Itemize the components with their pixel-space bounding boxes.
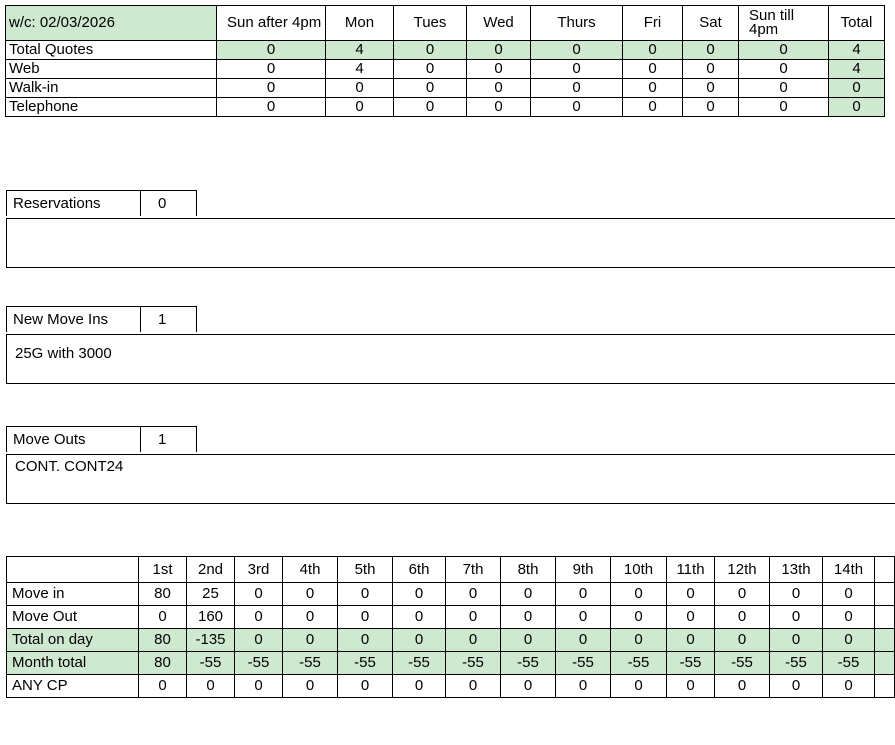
cell: -55: [715, 652, 770, 675]
monthly-header-row: [7, 557, 895, 583]
cell: 0: [623, 60, 683, 79]
row-telephone: [6, 98, 885, 117]
cell: 0: [715, 606, 770, 629]
cell: 0: [531, 41, 623, 60]
cell: 0: [446, 606, 501, 629]
overflow-cell: [875, 652, 895, 675]
cell: -55: [823, 652, 875, 675]
day-header: 2nd: [187, 557, 235, 583]
cell: 0: [770, 583, 823, 606]
cell: 0: [326, 98, 394, 117]
cell: 0: [446, 629, 501, 652]
row-walk-in: [6, 79, 885, 98]
cell: 0: [235, 583, 283, 606]
cell: -55: [235, 652, 283, 675]
day-header: 10th: [611, 557, 667, 583]
day-header: 9th: [556, 557, 611, 583]
cell: 0: [683, 98, 739, 117]
cell: 0: [715, 583, 770, 606]
weekly-quotes-table: [5, 5, 885, 117]
cell: 0: [467, 41, 531, 60]
cell: 0: [338, 675, 393, 698]
col-thurs: Thurs: [531, 6, 623, 41]
col-wed: Wed: [467, 6, 531, 41]
cell: 0: [683, 60, 739, 79]
cell: 0: [338, 606, 393, 629]
reservations-count: 0: [141, 190, 197, 216]
new-move-ins-notes: 25G with 3000: [6, 334, 895, 384]
cell: 0: [235, 629, 283, 652]
cell: 0: [823, 606, 875, 629]
cell: 0: [394, 79, 467, 98]
cell: 0: [739, 98, 829, 117]
overflow-cell: [875, 583, 895, 606]
cell: 0: [611, 583, 667, 606]
cell: 80: [139, 629, 187, 652]
row-label: Total Quotes: [6, 41, 217, 60]
cell: 4: [326, 60, 394, 79]
cell: -55: [338, 652, 393, 675]
total-cell: 4: [829, 60, 885, 79]
row-move-out: [7, 606, 895, 629]
cell: -55: [770, 652, 823, 675]
cell: 0: [556, 629, 611, 652]
row-label: Web: [6, 60, 217, 79]
day-header: 3rd: [235, 557, 283, 583]
cell: 0: [283, 583, 338, 606]
cell: 0: [623, 41, 683, 60]
weekly-header-row: [6, 6, 885, 41]
move-outs-notes: CONT. CONT24: [6, 454, 895, 504]
cell: 0: [393, 606, 446, 629]
cell: -55: [446, 652, 501, 675]
row-label: ANY CP: [7, 675, 139, 698]
cell: 0: [467, 98, 531, 117]
overflow-cell: [875, 675, 895, 698]
cell: 0: [467, 79, 531, 98]
cell: 0: [235, 675, 283, 698]
row-total-quotes: [6, 41, 885, 60]
cell: 0: [823, 629, 875, 652]
cell: 0: [139, 606, 187, 629]
day-header: 1st: [139, 557, 187, 583]
cell: 0: [394, 98, 467, 117]
cell: 0: [217, 98, 326, 117]
day-header: 11th: [667, 557, 715, 583]
cell: 0: [715, 675, 770, 698]
day-header: 4th: [283, 557, 338, 583]
row-label: Telephone: [6, 98, 217, 117]
move-outs-count: 1: [141, 426, 197, 452]
cell: -55: [667, 652, 715, 675]
row-web: [6, 60, 885, 79]
col-sun-till-4pm: Sun till 4pm: [739, 6, 829, 41]
move-outs-label: Move Outs: [6, 426, 141, 452]
cell: 0: [394, 60, 467, 79]
cell: 160: [187, 606, 235, 629]
cell: 0: [770, 629, 823, 652]
col-mon: Mon: [326, 6, 394, 41]
cell: 4: [326, 41, 394, 60]
total-cell: 0: [829, 79, 885, 98]
row-label: Move Out: [7, 606, 139, 629]
col-sat: Sat: [683, 6, 739, 41]
cell: 0: [531, 79, 623, 98]
cell: 0: [283, 606, 338, 629]
cell: -55: [501, 652, 556, 675]
col-sun-after-4pm: Sun after 4pm: [217, 6, 326, 41]
cell: 0: [739, 41, 829, 60]
cell: 0: [667, 583, 715, 606]
day-header: 13th: [770, 557, 823, 583]
reservations-label: Reservations: [6, 190, 141, 216]
cell: 25: [187, 583, 235, 606]
row-move-in: [7, 583, 895, 606]
move-outs-section: [6, 426, 895, 504]
cell: 0: [623, 79, 683, 98]
cell: 0: [446, 583, 501, 606]
cell: 0: [326, 79, 394, 98]
cell: 0: [556, 583, 611, 606]
col-tues: Tues: [394, 6, 467, 41]
cell: -55: [187, 652, 235, 675]
row-label: Month total: [7, 652, 139, 675]
day-header: 6th: [393, 557, 446, 583]
cell: 0: [823, 675, 875, 698]
overflow-cell: [875, 606, 895, 629]
cell: 0: [715, 629, 770, 652]
cell: 80: [139, 583, 187, 606]
overflow-cell: [875, 629, 895, 652]
row-label: Walk-in: [6, 79, 217, 98]
day-header: 14th: [823, 557, 875, 583]
row-total-on-day: [7, 629, 895, 652]
new-move-ins-label: New Move Ins: [6, 306, 141, 332]
overflow-cell: [875, 557, 895, 583]
cell: 0: [338, 629, 393, 652]
row-any-cp: [7, 675, 895, 698]
day-header: 7th: [446, 557, 501, 583]
cell: 0: [501, 629, 556, 652]
cell: 0: [501, 583, 556, 606]
week-commencing-label: w/c: 02/03/2026: [6, 6, 217, 41]
cell: 0: [338, 583, 393, 606]
col-total: Total: [829, 6, 885, 41]
cell: 0: [770, 606, 823, 629]
cell: 0: [217, 41, 326, 60]
cell: 0: [139, 675, 187, 698]
row-label: Move in: [7, 583, 139, 606]
cell: 80: [139, 652, 187, 675]
cell: 0: [235, 606, 283, 629]
day-header: 5th: [338, 557, 393, 583]
cell: 0: [611, 629, 667, 652]
cell: -55: [611, 652, 667, 675]
cell: 0: [667, 675, 715, 698]
new-move-ins-section: [6, 306, 895, 384]
cell: 0: [739, 79, 829, 98]
cell: 0: [217, 79, 326, 98]
cell: 0: [467, 60, 531, 79]
cell: -55: [556, 652, 611, 675]
day-header: 12th: [715, 557, 770, 583]
cell: -55: [283, 652, 338, 675]
cell: 0: [217, 60, 326, 79]
cell: 0: [393, 583, 446, 606]
cell: -55: [393, 652, 446, 675]
cell: 0: [501, 675, 556, 698]
new-move-ins-count: 1: [141, 306, 197, 332]
cell: 0: [683, 79, 739, 98]
cell: 0: [556, 675, 611, 698]
cell: 0: [683, 41, 739, 60]
cell: 0: [446, 675, 501, 698]
day-header: 8th: [501, 557, 556, 583]
cell: 0: [667, 629, 715, 652]
row-label: Total on day: [7, 629, 139, 652]
reservations-section: [6, 190, 895, 268]
cell: 0: [501, 606, 556, 629]
row-month-total: [7, 652, 895, 675]
cell: 0: [187, 675, 235, 698]
reservations-notes: [6, 218, 895, 268]
cell: 0: [739, 60, 829, 79]
cell: 0: [393, 675, 446, 698]
cell: 0: [823, 583, 875, 606]
cell: 0: [531, 98, 623, 117]
cell: 0: [611, 675, 667, 698]
cell: 0: [283, 675, 338, 698]
total-cell: 4: [829, 41, 885, 60]
cell: 0: [283, 629, 338, 652]
cell: 0: [393, 629, 446, 652]
cell: 0: [531, 60, 623, 79]
cell: -135: [187, 629, 235, 652]
corner-cell: [7, 557, 139, 583]
cell: 0: [394, 41, 467, 60]
total-cell: 0: [829, 98, 885, 117]
cell: 0: [770, 675, 823, 698]
cell: 0: [556, 606, 611, 629]
monthly-table: [6, 556, 895, 698]
cell: 0: [611, 606, 667, 629]
col-fri: Fri: [623, 6, 683, 41]
cell: 0: [623, 98, 683, 117]
cell: 0: [667, 606, 715, 629]
